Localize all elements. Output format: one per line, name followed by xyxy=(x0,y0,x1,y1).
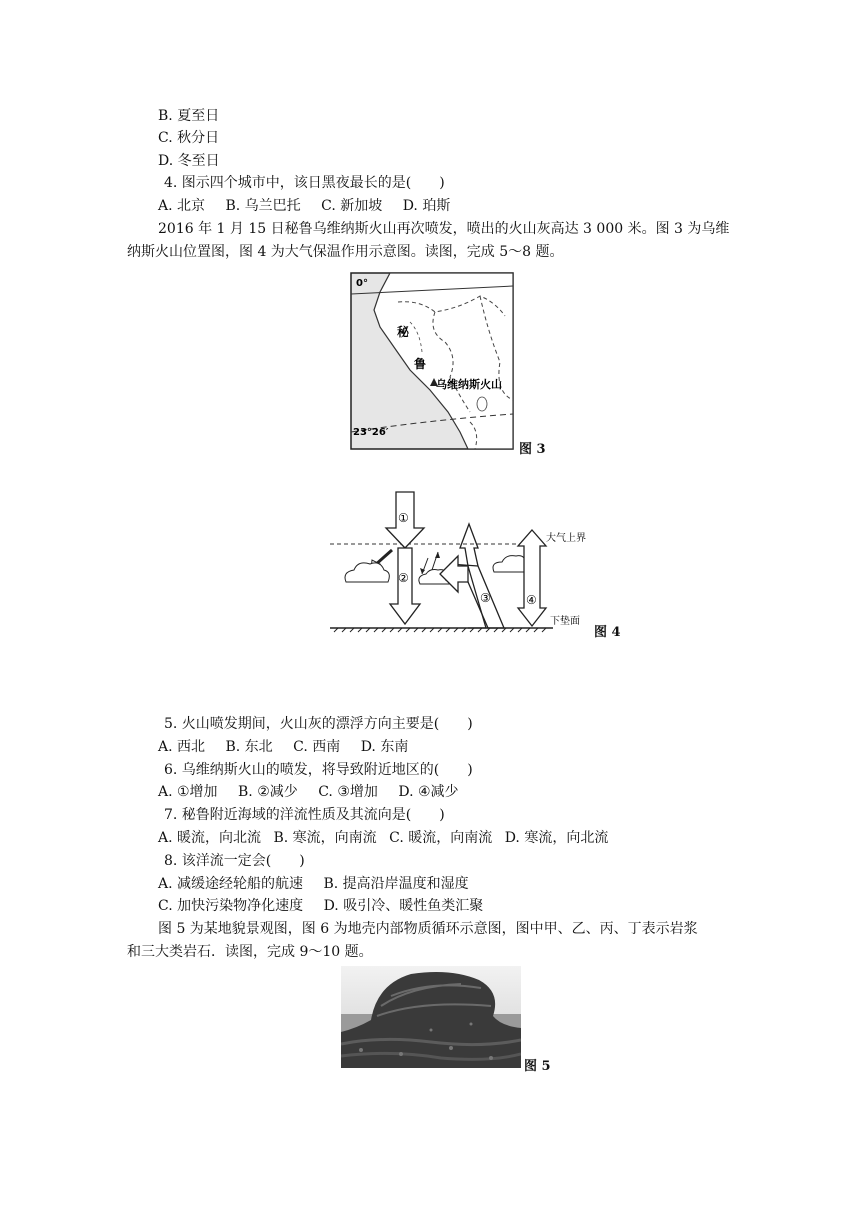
q8-option-a: A. 减缓途经轮船的航速 xyxy=(158,876,304,892)
lat-label-0: 0° xyxy=(356,278,368,289)
q4-option-c: C. 新加坡 xyxy=(321,198,383,214)
q5-option-b: B. 东北 xyxy=(225,739,273,755)
q7-option-b: B. 寒流，向南流 xyxy=(273,830,377,846)
surface-label: 下垫面 xyxy=(550,616,580,627)
q7-option-a: A. 暖流，向北流 xyxy=(158,830,262,846)
q7-option-d: D. 寒流，向北流 xyxy=(504,830,609,846)
country-label-char1: 秘 xyxy=(397,325,410,339)
country-label-char2: 鲁 xyxy=(414,357,427,371)
figure-4-diagram xyxy=(328,486,598,636)
q5-option-c: C. 西南 xyxy=(293,739,341,755)
intro-9-10-line1: 图 5 为某地貌景观图，图 6 为地壳内部物质循环示意图，图中甲、乙、丙、丁表示岩浆 xyxy=(158,921,698,937)
q5-options xyxy=(158,737,424,757)
arrow-1-label: ① xyxy=(398,511,409,525)
figure-3-map xyxy=(350,272,516,452)
intro-5-8-line2: 纳斯火山位置图，图 4 为大气保温作用示意图。读图，完成 5～8 题。 xyxy=(127,244,564,260)
intro-5-8-line1: 2016 年 1 月 15 日秘鲁乌维纳斯火山再次喷发，喷出的火山灰高达 3 000 米。图 3 为乌维 xyxy=(158,221,730,237)
lat-label-tropic: 23°26′ xyxy=(353,427,389,438)
q6-option-b: B. ②减少 xyxy=(238,784,298,800)
q5-stem: 5. 火山喷发期间，火山灰的漂浮方向主要是( ) xyxy=(164,716,473,732)
q8-options-row1 xyxy=(158,874,485,894)
figure-3-caption: 图 3 xyxy=(519,442,546,457)
q4-option-d: D. 珀斯 xyxy=(402,198,451,214)
q6-option-d: D. ④减少 xyxy=(398,784,459,800)
arrow-2-surface-radiation-in xyxy=(390,548,420,624)
q3-option-d: D. 冬至日 xyxy=(158,153,220,169)
q8-options-row2 xyxy=(158,896,499,916)
arrow-3-label: ③ xyxy=(480,591,491,605)
q4-option-a: A. 北京 xyxy=(158,198,206,214)
q6-option-a: A. ①增加 xyxy=(158,784,218,800)
arrow-2-label: ② xyxy=(398,571,409,585)
intro-9-10-line2: 和三大类岩石．读图，完成 9～10 题。 xyxy=(127,944,373,960)
q6-option-c: C. ③增加 xyxy=(318,784,378,800)
cloud-left xyxy=(345,563,389,582)
q4-option-b: B. 乌兰巴托 xyxy=(225,198,301,214)
q7-stem: 7. 秘鲁附近海域的洋流性质及其流向是( ) xyxy=(164,807,445,823)
q4-stem: 4. 图示四个城市中，该日黑夜最长的是( ) xyxy=(164,175,445,191)
atmosphere-top-label: 大气上界 xyxy=(546,533,586,544)
q3-option-b: B. 夏至日 xyxy=(158,108,220,124)
volcano-label: 乌维纳斯火山 xyxy=(436,378,502,391)
arrow-4-double xyxy=(518,530,546,626)
q8-option-c: C. 加快污染物净化速度 xyxy=(158,898,304,914)
lake xyxy=(477,397,487,411)
q5-option-a: A. 西北 xyxy=(158,739,206,755)
q5-option-d: D. 东南 xyxy=(360,739,409,755)
q7-option-c: C. 暖流，向南流 xyxy=(389,830,493,846)
q3-option-c: C. 秋分日 xyxy=(158,130,220,146)
q8-option-b: B. 提高沿岸温度和湿度 xyxy=(323,876,469,892)
arrow-4-label: ④ xyxy=(526,593,537,607)
figure-4-caption: 图 4 xyxy=(594,625,621,640)
q7-options xyxy=(158,828,616,848)
q6-options xyxy=(158,782,475,802)
q8-option-d: D. 吸引冷、暖性鱼类汇聚 xyxy=(323,898,484,914)
figure-5-landform-photo xyxy=(341,966,521,1068)
q4-options xyxy=(158,196,466,216)
figure-5-caption: 图 5 xyxy=(524,1059,551,1074)
q8-stem: 8. 该洋流一定会( ) xyxy=(164,853,305,869)
q6-stem: 6. 乌维纳斯火山的喷发，将导致附近地区的( ) xyxy=(164,762,473,778)
atmospheric-counter-radiation-arrow xyxy=(440,556,468,592)
